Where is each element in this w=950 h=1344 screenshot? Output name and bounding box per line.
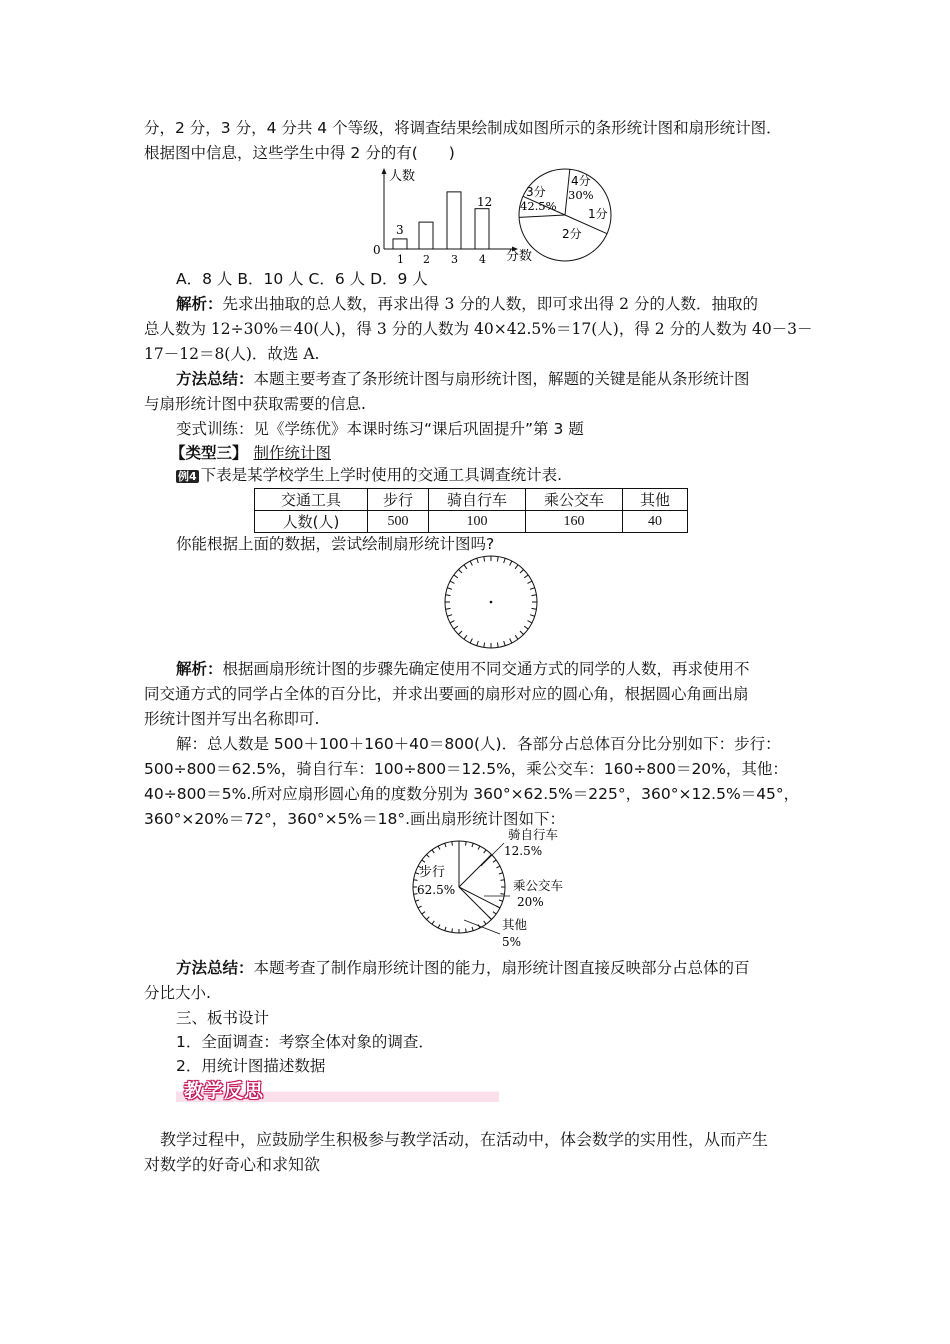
table-cell: 100 [429,511,526,533]
method-summary-line: 方法总结：本题考查了制作扇形统计图的能力，扇形统计图直接反映部分占总体的百 [176,958,750,977]
circle-tick [446,595,451,596]
x-tick-label: 3 [451,253,458,266]
solution-line: 40÷800＝5%.所对应扇形圆心角的度数分别为 360°×62.5%＝225°，360°×12.5%＝45°， [144,785,800,803]
circle-tick [500,880,504,881]
reflection-line: 对数学的好奇心和求知欲 [144,1155,321,1174]
bar-3 [447,192,461,249]
circle-tick [524,575,528,578]
circle-tick [446,608,451,609]
x-tick-label: 1 [397,253,404,266]
analysis-line: 17－12＝8(人)．故选 A. [144,345,320,363]
pie-chart-transport [406,824,586,952]
section-type3-title: 制作统计图 [253,444,332,462]
reflection-title: 教学反思 [184,1080,265,1102]
circle-tick [450,621,454,623]
solution-line: 解：总人数是 500＋100＋160＋40＝800(人)．各部分占总体百分比分别如下：步行： [176,735,781,753]
circle-tick [484,642,485,647]
circle-tick [504,558,506,563]
example-badge: 例4 [178,470,197,483]
circle-tick [470,561,472,565]
circle-tick [531,608,536,609]
table-cell: 500 [368,511,429,533]
circle-tick [515,635,518,639]
x-tick-label: 4 [479,253,486,266]
x-axis-label: 分数 [506,249,533,264]
pie-chart-scores [516,166,614,264]
pie-pct-other: 5% [502,935,522,949]
analysis-label: 解析： [176,294,223,313]
table-header-cell: 交通工具 [255,489,368,511]
circle-tick [530,615,535,617]
circle-tick [454,575,458,578]
table-header-row [255,489,688,511]
analysis-line: 同交通方式的同学占全体的百分比，并求出要画的扇形对应的圆心角，根据圆心角画出扇 [144,685,749,703]
problem-text-line: 根据图中信息，这些学生中得 2 分的有( ) [144,144,455,162]
circle-tick [528,581,532,583]
pie-label-3: 3分 [526,185,546,199]
analysis-label: 解析： [176,659,223,678]
circle-tick [470,639,472,643]
method-summary-line: 分比大小. [144,984,211,1002]
circle-tick [466,842,467,846]
x-tick-label: 2 [423,253,430,266]
table-header-cell: 步行 [368,489,429,511]
pie-label-4: 4分 [571,174,591,188]
circle-tick [504,641,506,646]
table-header-cell: 骑自行车 [429,489,526,511]
circle-tick [477,558,479,563]
board-item: 2．用统计图描述数据 [176,1057,326,1075]
bar-4 [475,209,489,249]
circle-tick [458,569,462,573]
board-item: 1．全面调查：考察全体对象的调查． [176,1033,434,1051]
circle-tick [510,561,512,565]
board-design-title: 三、板书设计 [176,1009,270,1027]
variant-training: 变式训练：见《学练优》本课时练习“课后巩固提升”第 3 题 [176,420,584,438]
circle-tick [452,928,453,932]
pie-label-bus: 乘公交车 [513,878,564,893]
pie-label-bike: 骑自行车 [508,827,559,842]
analysis-line: 总人数为 12÷30%＝40(人)，得 3 分的人数为 40×42.5%＝17(人)，得 2 分的人数为 40－3－ [144,320,813,338]
circle-tick [477,641,479,646]
circle-tick [497,642,498,647]
pie-pct-bike: 12.5% [504,844,543,858]
table-cell: 40 [623,511,688,533]
circle-tick [520,631,524,635]
method-summary-label: 方法总结： [176,958,254,977]
bar-2 [419,222,433,249]
circle-tick [452,842,453,846]
bar-1 [393,239,407,249]
section-type3: 【类型三】 制作统计图 [170,444,332,462]
pie-pct-bus: 20% [517,895,544,909]
circle-tick [528,621,532,623]
circle-tick [458,631,462,635]
circle-tick [484,557,485,562]
circle-tick [500,894,504,895]
analysis-line: 形统计图并写出名称即可. [144,710,320,728]
solution-line: 360°×20%＝72°，360°×5%＝18°.画出扇形统计图如下： [144,810,566,828]
method-summary-line: 方法总结：本题主要考查了条形统计图与扇形统计图，解题的关键是能从条形统计图 [176,369,750,388]
method-summary-line: 与扇形统计图中获取需要的信息. [144,395,366,413]
circle-tick [466,928,467,932]
circle-tick [454,626,458,629]
circle-tick [520,569,524,573]
analysis-line: 解析：先求出抽取的总人数，再求出得 3 分的人数，即可求出得 2 分的人数．抽取的 [176,294,758,313]
problem-text-line: 分，2 分，3 分，4 分共 4 个等级，将调查结果绘制成如图所示的条形统计图和扇形统计图． [144,119,782,137]
y-axis-label: 人数 [389,169,416,184]
circle-tick [530,588,535,590]
y-axis-arrow [382,168,387,174]
circle-tick [447,615,452,617]
center-dot [490,601,493,604]
table-cell: 人数(人) [255,511,368,533]
table-header-cell: 其他 [623,489,688,511]
pie-pct-4: 30% [568,188,594,202]
circle-tick [464,565,467,569]
transport-table [254,488,688,533]
circle-tick [531,595,536,596]
bar-data-label: 12 [477,195,493,209]
circle-tick [524,626,528,629]
pie-pct-walk: 62.5% [417,883,456,897]
pie-pct-3: 42.5% [520,199,557,213]
reflection-line: 教学过程中，应鼓励学生积极参与教学活动，在活动中，体会数学的实用性，从而产生 [160,1130,769,1149]
question-text: 你能根据上面的数据，尝试绘制扇形统计图吗? [176,535,495,553]
circle-tick [447,588,452,590]
origin-label: 0 [373,243,381,257]
pie-label-2: 2分 [562,227,582,241]
reflection-banner [176,1076,499,1102]
pie-label-1: 1分 [588,207,608,221]
table-cell: 160 [526,511,623,533]
circle-tick [515,565,518,569]
table-row [255,511,688,533]
table-header-cell: 乘公交车 [526,489,623,511]
circle-tick [464,635,467,639]
pie-label-walk: 步行 [419,865,446,880]
circle-tick [497,557,498,562]
bar-data-label: 3 [396,223,404,237]
example-4: 例4 下表是某学校学生上学时使用的交通工具调查统计表. [178,466,563,484]
pie-label-other: 其他 [502,917,528,932]
circle-tick [414,880,418,881]
circle-tick [510,639,512,643]
analysis-line: 解析：根据画扇形统计图的步骤先确定使用不同交通方式的同学的人数，再求使用不 [176,659,750,678]
method-summary-label: 方法总结： [176,369,254,388]
bar-chart [366,168,538,266]
blank-pie-circle [441,554,541,654]
circle-tick [450,581,454,583]
solution-line: 500÷800＝62.5%，骑自行车：100÷800＝12.5%，乘公交车：160÷800＝20%，其他： [144,760,788,778]
answer-options: A．8 人 B．10 人 C．6 人 D．9 人 [176,270,428,288]
